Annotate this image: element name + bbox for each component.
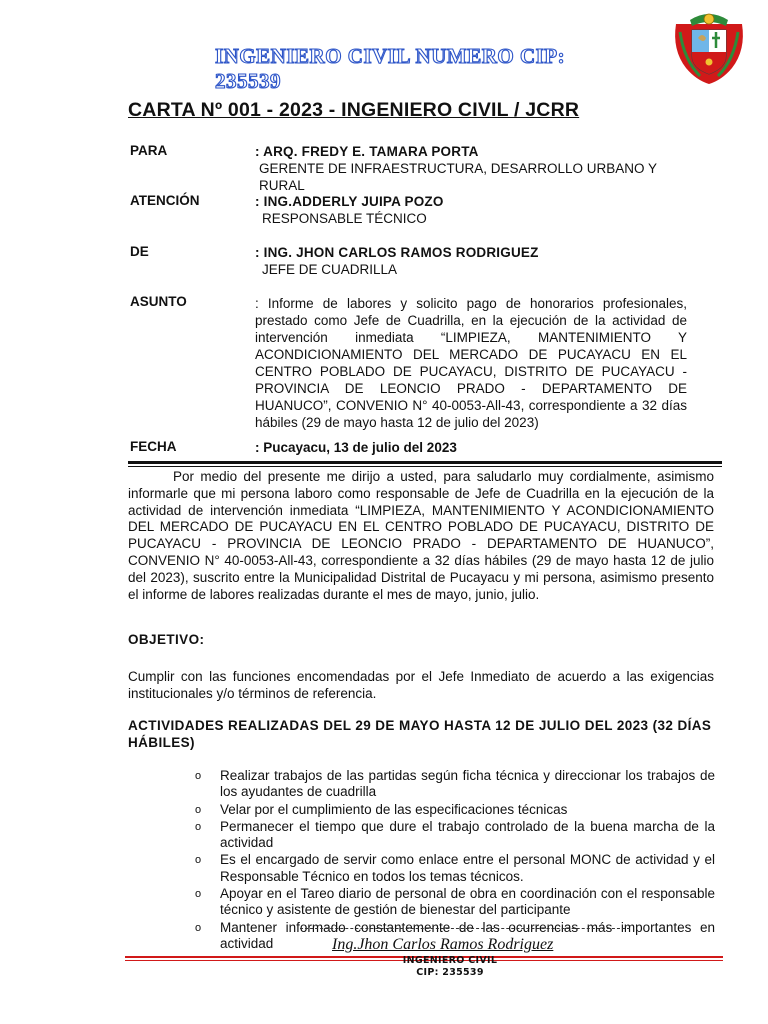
fecha-text: : Pucayacu, 13 de julio del 2023 <box>255 440 457 455</box>
asunto-text: : Informe de labores y solicito pago de honorarios profesionales, prestado como Jefe de Cuadrilla, en la ejecución de la actividad de intervención inmediata “LIMPIEZA, MANTENIMIENTO Y ACONDICIONAMIENTO DEL MERCADO DE PUCAYACU EN EL CENTRO POBLADO DE PUCAYACU, DISTRITO DE PUCAYACU - PROVINCIA DE LEONCIO PRADO - DEPARTAMENTO DE HUANUCO”, CONVENIO N° 40-0053-All-43, correspondiente a 32 días hábiles (29 de mayo hasta 12 de julio del 2023) <box>255 296 687 430</box>
fecha-label: FECHA <box>130 439 177 454</box>
header-title: INGENIERO CIVIL NUMERO CIP: 235539 <box>215 44 566 93</box>
coat-of-arms-icon <box>670 10 748 86</box>
list-item: o Velar por el cumplimiento de las especificaciones técnicas <box>195 801 568 817</box>
bullet-icon: o <box>195 921 202 934</box>
objective-heading: OBJETIVO: <box>128 632 205 647</box>
bullet-icon: o <box>195 803 202 816</box>
de-label: DE <box>130 244 149 259</box>
bullet-icon: o <box>195 770 202 782</box>
atencion-name: : ING.ADDERLY JUIPA POZO <box>255 194 444 209</box>
body-paragraph: Por medio del presente me dirijo a usted, para saludarlo muy cordialmente, asimismo informarle que mi persona laboro como responsable de Jefe de Cuadrilla en la ejecución de la actividad de intervención inmediata “LIMPIEZA, MANTENIMIENTO Y ACONDICIONAMIENTO DEL MERCADO DE PUCAYACU EN EL CENTRO POBLADO DE PUCAYACU, DISTRITO DE PUCAYACU - PROVINCIA DE LEONCIO PRADO - DEPARTAMENTO DE HUANUCO”, CONVENIO N° 40-0053-All-43, correspondiente a 32 días hábiles (29 de mayo hasta 12 de julio del 2023), suscrito entre la Municipalidad Distrital de Pucayacu y mi persona, asimismo presento el informe de labores realizadas durante el mes de mayo, junio, julio. <box>128 469 714 602</box>
activities-heading: ACTIVIDADES REALIZADAS DEL 29 DE MAYO HASTA 12 DE JULIO DEL 2023 (32 DÍAS HÁBILES) <box>128 718 712 750</box>
atencion-value <box>255 193 687 227</box>
header-divider <box>128 461 722 467</box>
signature-title: INGENIERO CIVIL <box>402 955 498 966</box>
objective-text: Cumplir con las funciones encomendadas por el Jefe Inmediato de acuerdo a las exigencias institucionales y/o términos de referencia. <box>128 669 714 701</box>
de-name: : ING. JHON CARLOS RAMOS RODRIGUEZ <box>255 245 539 260</box>
de-role: JEFE DE CUADRILLA <box>262 262 398 277</box>
activities-list <box>195 768 715 953</box>
signature-cip: CIP: 235539 <box>416 967 484 978</box>
list-item: o Permanecer el tiempo que dure el trabajo controlado de la buena marcha de la actividad <box>195 818 715 851</box>
list-item: o Mantener informado constantemente de las ocurrencias más importantes en actividad <box>195 919 715 951</box>
signature-dashed-line <box>300 928 630 929</box>
list-item: o Apoyar en el Tareo diario de personal de obra en coordinación con el responsable técnico y asistente de gestión de bienestar del participante <box>195 886 715 918</box>
de-value <box>255 244 687 278</box>
atencion-role: RESPONSABLE TÉCNICO <box>262 211 427 226</box>
para-value <box>255 143 687 194</box>
para-role: GERENTE DE INFRAESTRUCTURA, DESARROLLO URBANO Y RURAL <box>259 161 657 193</box>
list-item: o Es el encargado de servir como enlace entre el personal MONC de actividad y el Responsable Técnico en todos los temas técnicos. <box>195 852 715 884</box>
document-title: CARTA Nº 001 - 2023 - INGENIERO CIVIL / JCRR <box>128 99 580 121</box>
atencion-label: ATENCIÓN <box>130 193 200 208</box>
bullet-icon: o <box>195 820 202 833</box>
asunto-label: ASUNTO <box>130 294 187 309</box>
para-label: PARA <box>130 143 168 158</box>
signature-name: Ing.Jhon Carlos Ramos Rodriguez <box>332 936 554 953</box>
list-item: o Realizar trabajos de las partidas según ficha técnica y direccionar los trabajos de los ayudantes de cuadrilla <box>195 768 715 800</box>
bullet-icon: o <box>195 854 202 867</box>
bullet-icon: o <box>195 888 202 901</box>
para-name: : ARQ. FREDY E. TAMARA PORTA <box>255 144 479 159</box>
